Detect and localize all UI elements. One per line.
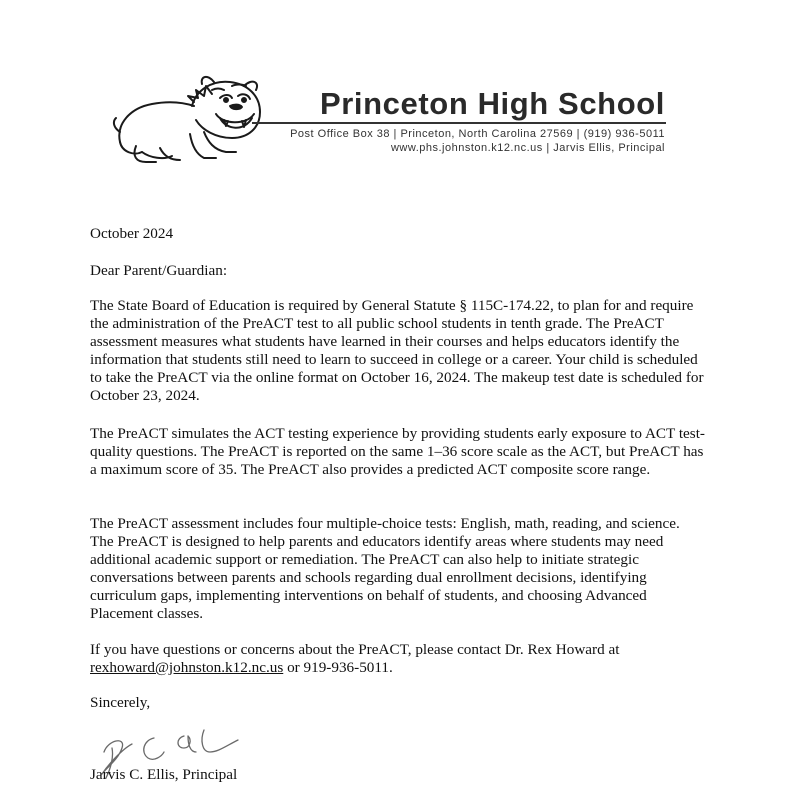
closing: Sincerely, (90, 694, 151, 711)
signer-name: Jarvis C. Ellis, Principal (90, 766, 238, 783)
letterhead (112, 72, 672, 167)
letterhead-rule (252, 122, 666, 124)
bulldog-mascot-icon (112, 72, 272, 167)
paragraph-1: The State Board of Education is required by General Statute § 115C-174.22, to plan for and require the administration of the PreACT test to all public school students in tenth grade. The PreACT assessment measures what students have learned in their courses and helps educators identify the information that students still need to learn to succeed in college or a career. Your child is scheduled to take the PreACT via the online format on October 16, 2024. The makeup test date is scheduled for October 23, 2024. (90, 297, 704, 404)
paragraph-4 (90, 641, 705, 677)
school-name: Princeton High School (319, 86, 665, 121)
school-website-principal: www.phs.johnston.k12.nc.us | Jarvis Ellis, Principal (390, 142, 665, 154)
letter-date: October 2024 (90, 225, 174, 242)
contact-email-link[interactable]: rexhoward@johnston.k12.nc.us (90, 659, 284, 676)
paragraph-4-text: If you have questions or concerns about the PreACT, please contact Dr. Rex Howard at (90, 641, 620, 658)
paragraph-2: The PreACT simulates the ACT testing experience by providing students early exposure to ACT test-quality questions. The PreACT is reported on the same 1–36 score scale as the ACT, but PreACT has a maximum score of 35. The PreACT also provides a predicted ACT composite score range. (90, 425, 705, 478)
paragraph-4-phone: or 919-936-5011. (283, 659, 393, 676)
school-address: Post Office Box 38 | Princeton, North Carolina 27569 | (919) 936-5011 (290, 128, 665, 140)
salutation: Dear Parent/Guardian: (90, 262, 228, 279)
paragraph-3: The PreACT assessment includes four multiple-choice tests: English, math, reading, and science. The PreACT is designed to help parents and educators identify areas where students may need additional academic support or remediation. The PreACT can also help to initiate strategic conversations between parents and schools regarding dual enrollment decisions, identifying curriculum gaps, implementing interventions on behalf of students, and choosing Advanced Placement classes. (90, 515, 680, 622)
